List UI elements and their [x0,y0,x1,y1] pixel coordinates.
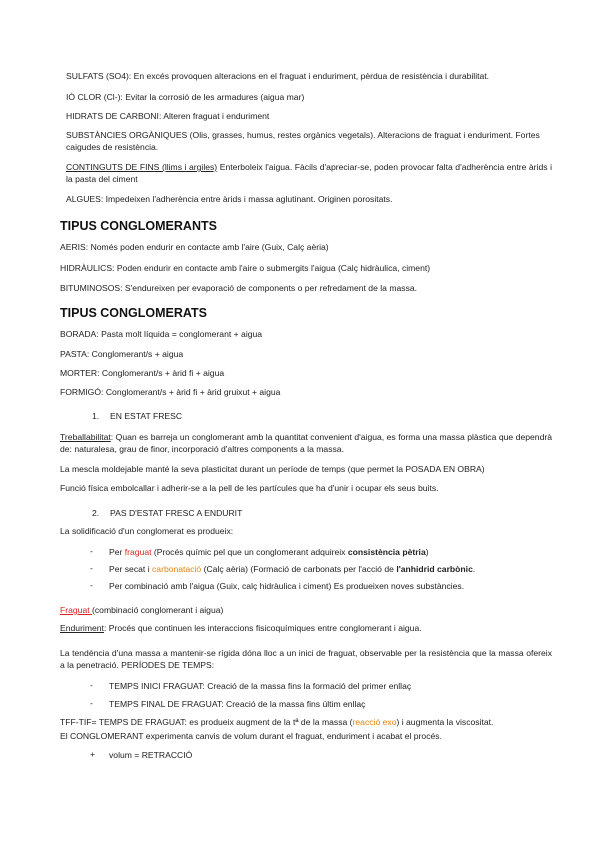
carbonatacio-highlight: carbonatació [152,564,202,574]
enduriment-term: Enduriment [60,623,104,633]
bullet-carbonatacio-end: . [472,564,476,574]
aeris-line: AERIS: Només poden endurir en contacte amb l'aire (Guix, Calç aèria) [60,242,329,252]
enduriment-definition [60,622,422,634]
formigo-line: FORMIGÓ: Conglomerant/s + àrid fi + àrid gruixut + aigua [60,387,281,397]
bullet-fraguat-end: ) [425,547,429,557]
temps-final-line: TEMPS FINAL DE FRAGUAT: Creació de la massa fins últim enllaç [109,699,366,709]
heading-tipus-conglomerats: TIPUS CONGLOMERATS [60,306,207,320]
dash-bullet: - [90,580,93,590]
temps-inici-line: TEMPS INICI FRAGUAT: Creació de la massa fins la formació del primer enllaç [109,681,412,691]
fins-text: Enterboleix l'aigua. Fàcils d'apreciar-se, poden provocar falta d'adherència entre àrids i la pasta del ciment [66,162,552,184]
volum-line: volum = RETRACCIÓ [109,750,193,760]
list-number-2: 2. [92,508,100,518]
pasta-line: PASTA: Conglomerant/s + aigua [60,349,184,359]
conglomerant-line: El CONGLOMERANT experimenta canvis de volum durant el fraguat, enduriment i acabat el procés. [60,731,442,741]
consistencia-petria: consistència pètria [347,547,426,557]
bullet-combinacio: Per combinació amb l'aigua (Guix, calç hidràulica i ciment) Es produeixen noves substàncies. [109,581,465,591]
sulfats-line: SULFATS (SO4): En excés provoquen alteracions en el fraguat i enduriment, pèrdua de resistència i durabilitat. [66,71,490,81]
hidrats-line: HIDRATS DE CARBONI: Alteren fraguat i enduriment [66,111,270,121]
morter-line: MORTER: Conglomerant/s + àrid fi + aigua [60,368,225,378]
dash-bullet: - [90,563,93,573]
tendencia-paragraph: La tendència d'una massa a mantenir-se rígida dóna lloc a un inici de fraguat, observable per la resistència que la massa ofereix a la penetració. PERÍODES DE TEMPS: [60,648,552,670]
reaccio-exo: reacció exo [352,717,397,727]
fraguat-text: (combinació conglomerant i aigua) [92,605,224,615]
mescla-line: La mescla moldejable manté la seva plasticitat durant un període de temps (que permet la POSADA EN OBRA) [60,464,485,474]
fraguat-definition [60,604,223,616]
solidificacio-intro: La solidificació d'un conglomerat es produeix: [60,526,234,536]
fraguat-highlight: fraguat [124,547,152,557]
tff-text: TFF-TIF= TEMPS DE FRAGUAT: es produeix augment de la tª de la massa ( [60,717,353,727]
dash-bullet: - [90,546,93,556]
hidraulics-line: HIDRÀULICS: Poden endurir en contacte amb l'aire o submergits l'aigua (Calç hidràulica, ciment) [60,263,431,273]
tff-line [60,716,493,728]
fins-term: CONTINGUTS DE FINS (llims i argiles) [66,162,218,172]
bullet-fraguat-prefix: Per [109,547,125,557]
io-clor-line: IÒ CLOR (Cl-): Evitar la corrosió de les armadures (aigua mar) [66,92,305,102]
fraguat-term: Fraguat [60,605,93,615]
borada-line: BORADA: Pasta molt líquida = conglomerant + aigua [60,329,263,339]
plus-bullet: + [90,749,96,759]
dash-bullet: - [90,680,93,690]
subheading-estat-fresc: EN ESTAT FRESC [110,411,183,421]
bullet-carbonatacio-text: (Calç aèria) (Formació de carbonats per l'acció de [201,564,397,574]
treballabilitat-paragraph [60,431,552,455]
dash-bullet: - [90,698,93,708]
bituminosos-line: BITUMINOSOS: S'endureixen per evaporació de components o per refredament de la massa. [60,283,418,293]
bullet-carbonatacio-prefix: Per secat i [109,564,152,574]
bullet-carbonatacio [109,563,475,575]
treballabilitat-term: Treballabilitat [60,432,111,442]
organiques-paragraph: SUBSTÀNCIES ORGÀNIQUES (Olis, grasses, humus, restes orgànics vegetals). Alteracions de fraguat i enduriment. Fortes caigudes de resistència. [66,130,540,152]
subheading-pas-estat: PAS D'ESTAT FRESC A ENDURIT [110,508,243,518]
fins-paragraph [66,161,552,185]
heading-tipus-conglomerants: TIPUS CONGLOMERANTS [60,219,217,233]
tff-text-end: ) i augmenta la viscositat. [396,717,494,727]
treballabilitat-text: : Quan es barreja un conglomerant amb la quantitat convenient d'aigua, es forma una massa plàstica que dependrà de: naturalesa, grau de finor, incorporació d'altres components a la massa. [60,432,552,454]
list-number-1: 1. [92,411,100,421]
enduriment-text: : Procés que continuen les interaccions fisicoquímiques entre conglomerant i aigua. [103,623,422,633]
anhidrid-carbonic: l'anhidrid carbònic [396,564,473,574]
funcio-line: Funció física embolcallar i adherir-se a la pell de les partícules que ha d'unir i ocupar els seus buits. [60,483,439,493]
algues-line: ALGUES: Impedeixen l'adherència entre àrids i massa aglutinant. Originen porositats. [66,194,393,204]
bullet-fraguat [109,546,429,558]
bullet-fraguat-text: (Procés químic pel que un conglomerant adquireix [151,547,348,557]
